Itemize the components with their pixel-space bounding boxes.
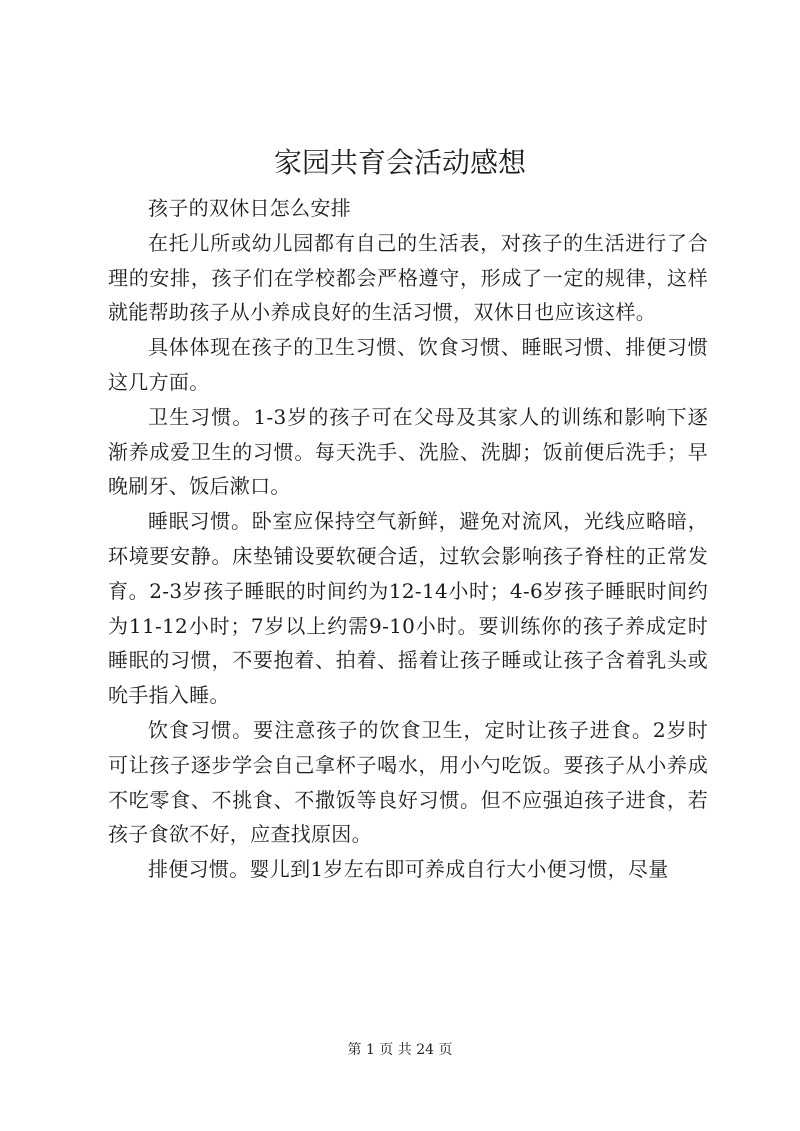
paragraph-toilet-habits: 排便习惯。婴儿到1岁左右即可养成自行大小便习惯，尽量 [148,857,669,882]
paragraph-hygiene-habits: 卫生习惯。1-3岁的孩子可在父母及其家人的训练和影响下逐渐养成爱卫生的习惯。每天洗手、洗脸、洗脚；饭前便后洗手；早晚刷牙、饭后漱口。 [108,404,708,499]
paragraph-eating-habits: 饮食习惯。要注意孩子的饮食卫生，定时让孩子进食。2岁时可让孩子逐步学会自己拿杯子喝水，用小勺吃饭。要孩子从小养成不吃零食、不挑食、不撒饭等良好习惯。但不应强迫孩子进食，若孩子食欲不好，应查找原因。 [108,717,708,847]
paragraph-subtitle: 孩子的双休日怎么安排 [148,196,351,220]
paragraph-sleep-habits: 睡眠习惯。卧室应保持空气新鲜，避免对流风，光线应略暗，环境要安静。床垫铺设要软硬合适，过软会影响孩子脊柱的正常发育。2-3岁孩子睡眠的时间约为12-14小时；4-6岁孩子睡眠时间约为11-12小时；7岁以上约需9-10小时。要训练你的孩子养成定时睡眠的习惯，不要抱着、拍着、摇着让孩子睡或让孩子含着乳头或吮手指入睡。 [108,509,708,708]
paragraph-habits-overview: 具体体现在孩子的卫生习惯、饮食习惯、睡眠习惯、排便习惯这几方面。 [108,335,708,394]
page-footer: 第 1 页 共 24 页 [347,1042,453,1058]
paragraph-intro: 在托儿所或幼儿园都有自己的生活表，对孩子的生活进行了合理的安排，孩子们在学校都会严格遵守，形成了一定的规律，这样就能帮助孩子从小养成良好的生活习惯，双休日也应该这样。 [108,230,708,325]
document-title: 家园共育会活动感想 [273,146,526,179]
document-body [108,191,708,887]
